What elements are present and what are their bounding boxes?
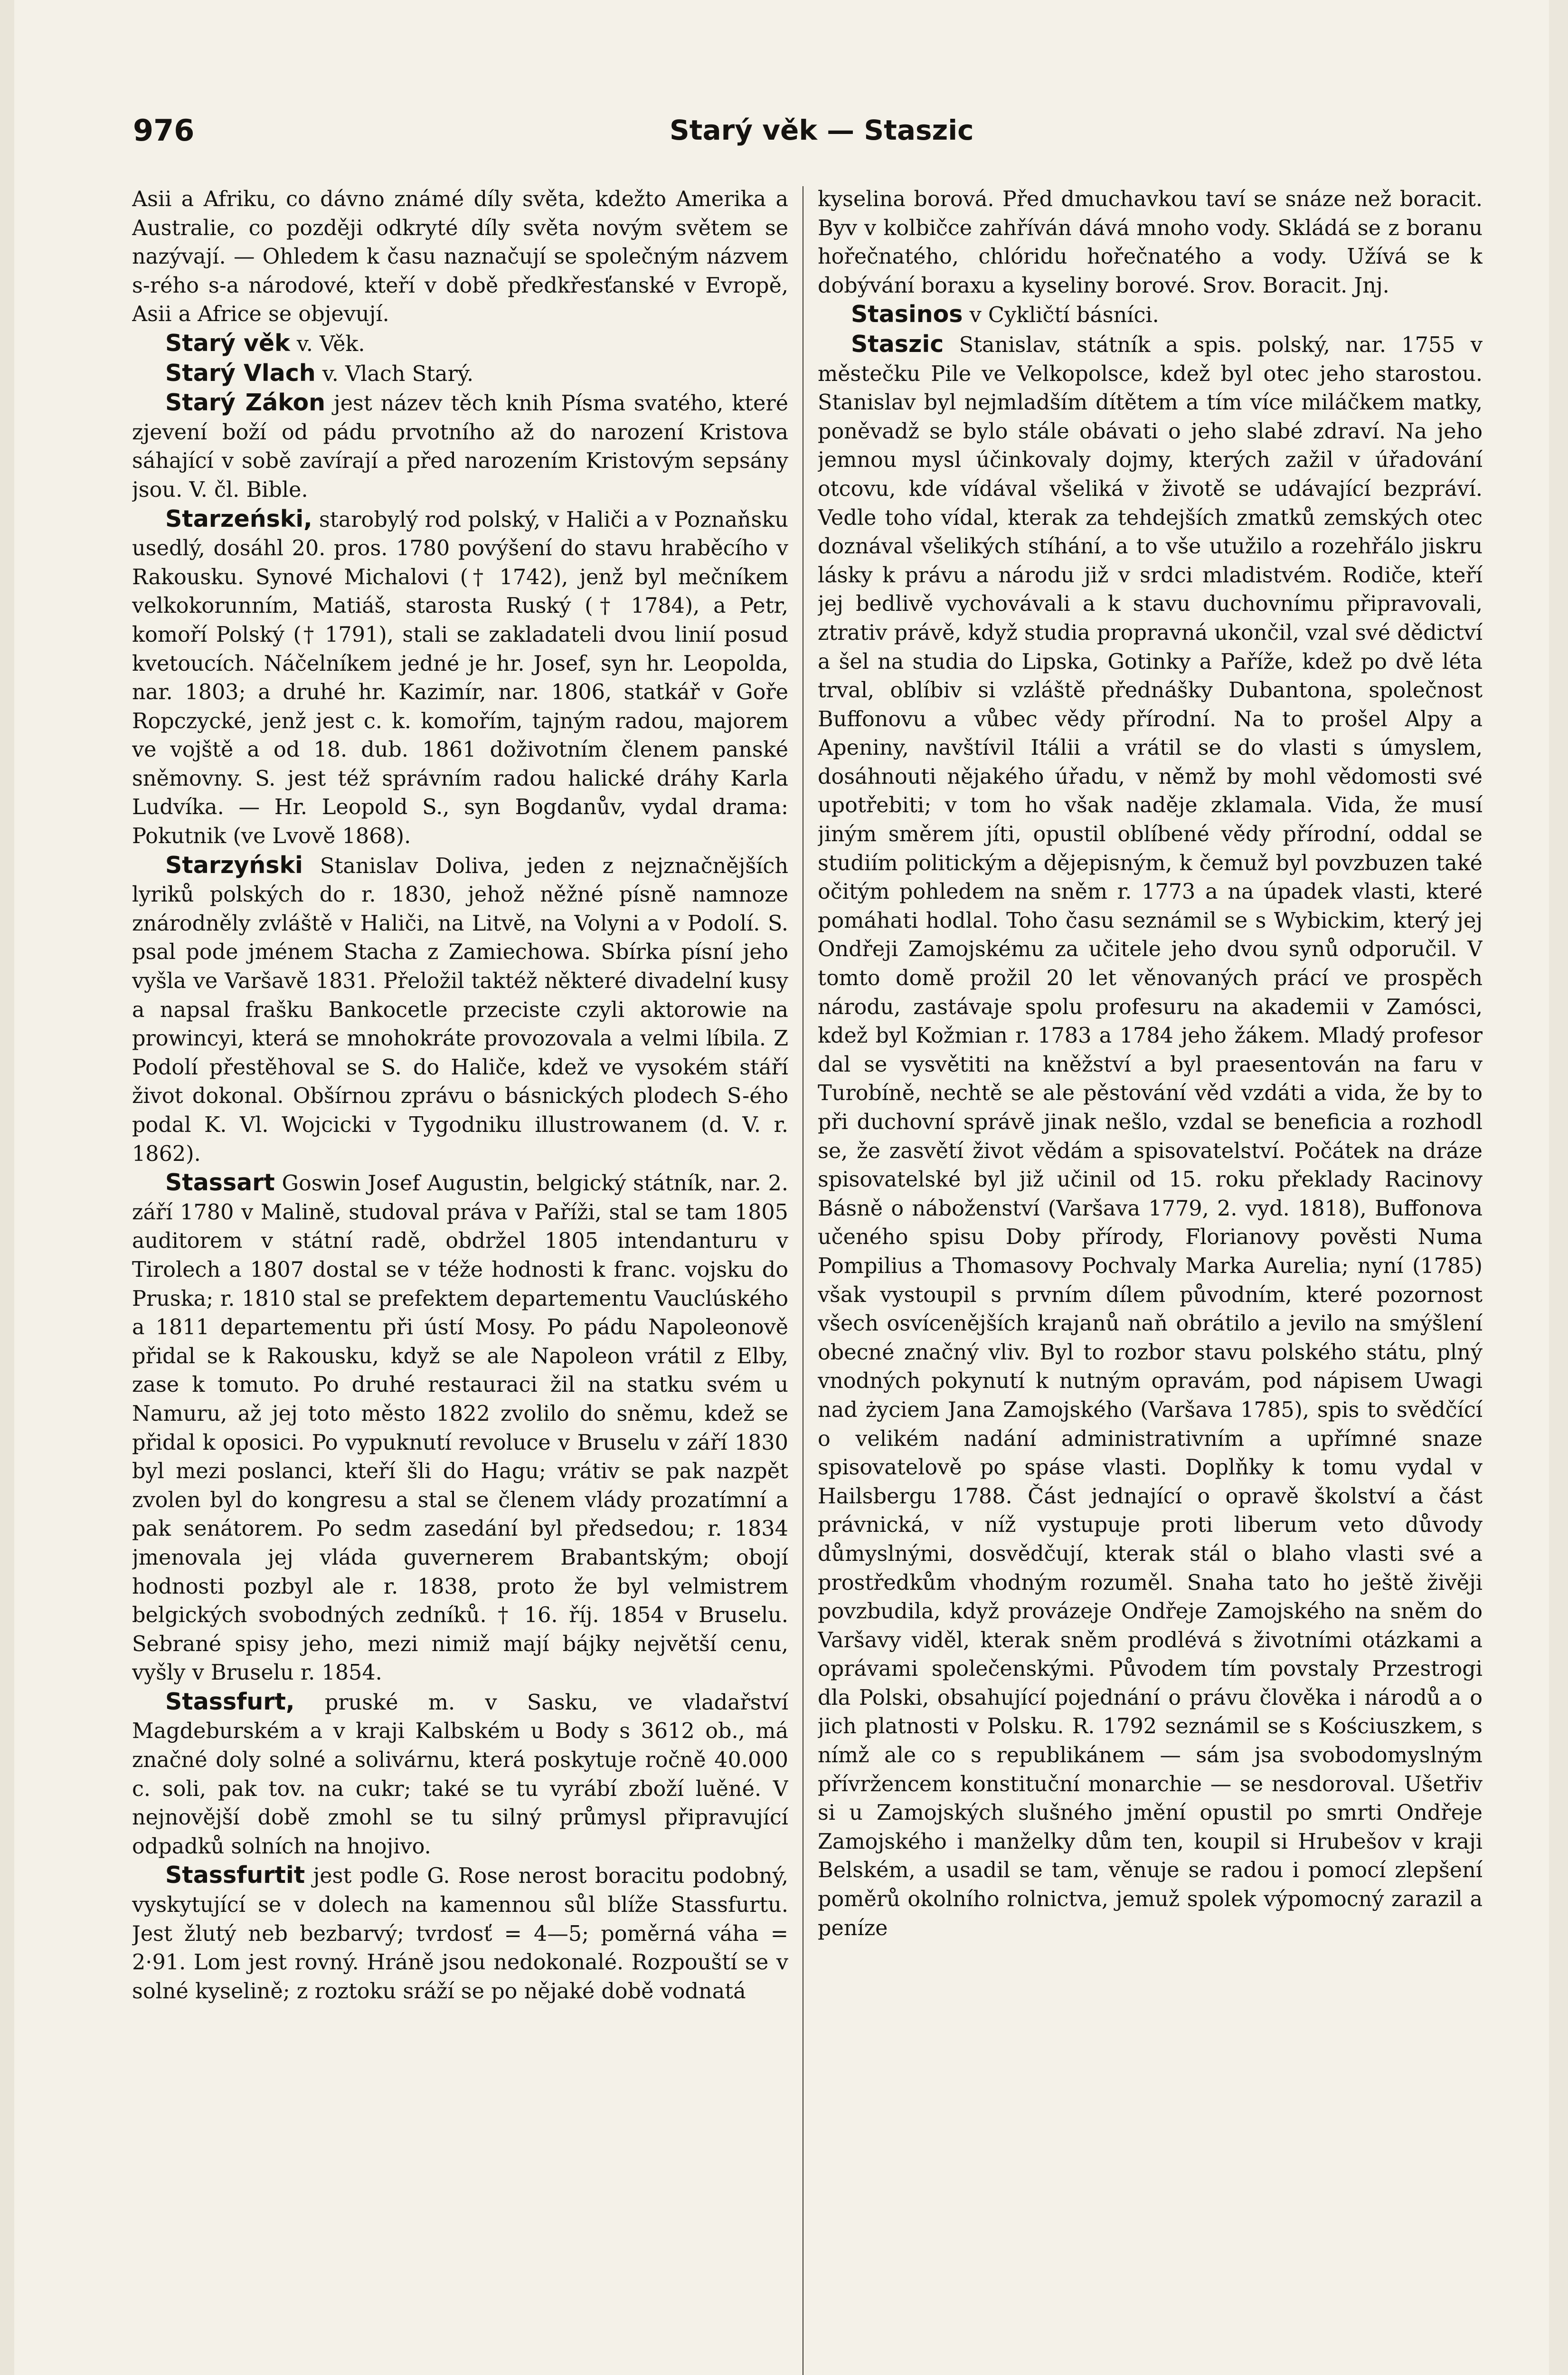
entry: Stassfurtit jest podle G. Rose nerost boracitu podobný, vyskytující se v dolech na kamennou sůl blíže Stassfurtu. Jest žlutý neb bezbarvý; tvrdosť = 4—5; poměrná váha = 2·91. Lom jest rovný. Hráně jsou nedokonalé. Rozpouští se v solné kyselině; z roztoku sráží se po nějaké době vodnatá (132, 1862, 788, 2004)
entry-headword: Starý Vlach (165, 359, 316, 387)
entry-headword: Starzeński, (165, 505, 312, 532)
entry: Starzeński, starobylý rod polský, v Haliči a v Poznaňsku usedlý, dosáhl 20. pros. 1780 povýšení do stavu hraběcího v Rakousku. Synové Michalovi († 1742), jenž byl mečníkem velkokorunním, Matiáš, starosta Ruský († 1784), a Petr, komoří Polský († 1791), stali se zakladateli dvou linií posud kvetoucích. Náčelníkem jedné je hr. Josef, syn hr. Leopolda, nar. 1803; a druhé hr. Kazimír, nar. 1806, statkář v Goře Ropczycké, jenž jest c. k. komořím, tajným radou, majorem ve vojště a od 18. dub. 1861 doživotním členem panské sněmovny. S. jest též správním radou halické dráhy Karla Ludvíka. — Hr. Leopold S., syn Bogdanův, vydal drama: Pokutnik (ve Lvově 1868). (132, 505, 788, 849)
entry: Starý věk v. Věk. (165, 329, 365, 357)
entry-headword: Stasinos (851, 301, 963, 328)
entry: Starzyński Stanislav Doliva, jeden z nejznačnějších lyriků polských do r. 1830, jehož něžné písně namnoze znárodněly zvláště v Haliči, na Litvě, na Volyni a v Podolí. S. psal pode jménem Stacha z Zamiechowa. Sbírka písní jeho vyšla ve Varšavě 1831. Přeložil taktéž některé divadelní kusy a napsal frašku Bankocetle przeciste czyli aktorowie na prowincyi, která se mnohokráte provozovala a velmi líbila. Z Podolí přestěhoval se S. do Haliče, kdež ve vysokém stáří život dokonal. Obšírnou zprávu o básnických plodech S-ého podal K. Vl. Wojcicki v Tygodniku illustrowanem (d. V. r. 1862). (132, 851, 788, 1166)
entry: Starý Zákon jest název těch knih Písma svatého, které zjevení boží od pádu prvotního až do narození Kristova sáhající v sobě zavírají a před narozením Kristovým sepsány jsou. V. čl. Bible. (132, 389, 788, 502)
entry-headword: Starý Zákon (165, 389, 326, 417)
entry: Staszic Stanislav, státník a spis. polský, nar. 1755 v městečku Pile ve Velkopolsce, kdež byl otec jeho starostou. Stanislav byl nejmladším dítětem a tím více miláčkem matky, poněvadž se bylo stále obávati o jeho slabé zdraví. Na jeho jemnou mysl účinkovaly dojmy, kterých zažil v úřadování otcovu, kde vídával všeliká v životě se udávající bezpráví. Vedle toho vídal, kterak za tehdejších zmatků zemských otec doznával všelikých stíhání, a to vše utužilo a rozehřálo jiskru lásky k právu a národu již v srdci mladistvém. Rodiče, kteří jej bedlivě vychovávali a k stavu duchovnímu připravovali, ztrativ právě, když studia propravná ukončil, vzal své dědictví a šel na studia do Lipska, Gotinky a Paříže, kdež po dvě léta trval, oblíbiv si vzláště přednášky Dubantona, společnost Buffonovu a vůbec vědy přírodní. Na to prošel Alpy a Apeniny, navštívil Itálii a vrátil se do vlasti s úmyslem, dosáhnouti nějakého úřadu, v němž by mohl vědomosti své upotřebiti; v tom ho však naděje zklamala. Vida, že musí jiným směrem jíti, opustil oblíbené vědy přírodní, oddal se studiím politickým a dějepisným, k čemuž byl povzbuzen také očitým pohledem na sněm r. 1773 a na úpadek vlasti, které pomáhati hodlal. Toho času seznámil se s Wybickim, který jej Ondřeji Zamojskému za učitele jeho dvou synů odporučil. V tomto domě prožil 20 let věnovaných prácí ve prospěch národu, zastávaje spolu profesuru na akademii v Zamósci, kdež byl Kožmian r. 1783 a 1784 jeho žákem. Mladý profesor dal se vysvětiti na kněžství a byl praesentován na faru v Turobíně, nechtě se ale pěstování věd vzdáti a vida, že by to při duchovní správě jinak nešlo, vzdal se beneficia a rozhodl se, že zasvětí život vědám a spisovatelství. Počátek na dráze spisovatelské byl již učinil od 15. roku překlady Racinovy Básně o náboženství (Varšava 1779, 2. vyd. 1818), Buffonova učeného spisu Doby přírody, Florianovy pověsti Numa Pompilius a Thomasovy Pochvaly Marka Aurelia; nyní (1785) však vystoupil s prvním dílem původním, které pozornost všech osvícenějších krajanů naň obrátilo a jevilo na smýšlení obecné značný vliv. Byl to rozbor stavu polského státu, plný vnodných pokynutí k nutným opravám, pod nápisem Uwagi nad życiem Jana Zamojského (Varšava 1785), spis to svědčící o velikém nadání administrativním a upřímné snaze spisovatelově po spáse vlasti. Doplňky k tomu vydal v Hailsbergu 1788. Část jednající o opravě školství a část právnická, v níž vystupuje proti liberum veto důvody důmyslnými, dosvědčují, kterak stál o blaho vlasti své a prostředkům vhodným rozuměl. Snaha tato ho ještě živěji povzbudila, když provázeje Ondřeje Zamojského na sněm do Varšavy viděl, kterak sněm prodlévá s životními otázkami a oprávami společenskými. Původem tím povstaly Przestrogi dla Polski, obsahující pojednání o právu člověka i národů a o jich platnosti v Polsku. R. 1792 seznámil se s Kościuszkem, s nímž ale co s republikánem — sám jsa svobodomyslným přívržencem konstituční monarchie — se nesdoroval. Ušetřiv si u Zamojských slušného jmění opustil po smrti Ondřeje Zamojského i manželky dům ten, koupil si Hrubešov v kraji Belském, a usadil se tam, věnuje se radou i pomocí zlepšení poměrů okolního rolnictva, jemuž spolek výpomocný zarazil a peníze (818, 330, 1483, 1940)
entry-continuation: kyselina borová. Před dmuchavkou taví se snáze než boracit. Byv v kolbičce zahříván dává mnoho vody. Skládá se z boranu hořečnatého, chlóridu hořečnatého a vody. Užívá se k dobývání boraxu a kyseliny borové. Srov. Boracit. Jnj. (818, 187, 1483, 298)
entry-headword: Staszic (851, 330, 944, 358)
entry: Starý Vlach v. Vlach Starý. (165, 359, 474, 387)
right-column (818, 185, 1483, 2375)
entry-headword: Starzyński (165, 851, 303, 879)
entry-headword: Stassfurt, (165, 1688, 295, 1715)
running-title: Starý věk — Staszic (670, 114, 974, 146)
entry-headword: Stassart (165, 1169, 275, 1197)
page-header (133, 113, 1444, 156)
entry-headword: Starý věk (165, 329, 290, 357)
entry: Stassfurt, pruské m. v Sasku, ve vladařství Magdeburském a v kraji Kalbském u Body s 3612 ob., má značné doly solné a solivárnu, která poskytuje ročně 40.000 c. soli, pak tov. na cukr; také se tu vyrábí zboží luěné. V nejnovější době zmohl se tu silný průmysl připravující odpadků solních na hnojivo. (132, 1688, 788, 1859)
page-number: 976 (133, 113, 195, 148)
page-edge-right (1549, 0, 1568, 2375)
left-column (132, 185, 788, 2375)
entry-headword: Stassfurtit (165, 1862, 305, 1889)
entry: Stassart Goswin Josef Augustin, belgický státník, nar. 2. září 1780 v Malině, studoval práva v Paříži, stal se tam 1805 auditorem v státní radě, obdržel 1805 intendanturu v Tirolech a 1807 dostal se v téže hodnosti k franc. vojsku do Pruska; r. 1810 stal se prefektem departementu Vauclúského a 1811 departementu při ústí Mosy. Po pádu Napoleonově přidal se k Rakousku, když se ale Napoleon vrátil z Elby, zase k tomuto. Po druhé restauraci žil na statku svém u Namuru, až jej toto město 1822 zvolilo do sněmu, kdež se přidal k oposici. Po vypuknutí revoluce v Bruselu v září 1830 byl mezi poslanci, kteří šli do Hagu; vrátiv se pak nazpět zvolen byl do kongresu a stal se členem vlády prozatímní a pak senátorem. Po sedm zasedání byl předsedou; r. 1834 jmenovala jej vláda guvernerem Brabantským; obojí hodnosti pozbyl ale r. 1838, proto že byl velmistrem belgických svobodných zedníků. † 16. říj. 1854 v Bruselu. Sebrané spisy jeho, mezi nimiž mají bájky největší cenu, vyšly v Bruselu r. 1854. (132, 1169, 788, 1685)
entry-continuation: Asii a Afriku, co dávno známé díly světa, kdežto Amerika a Australie, co později odkryté díly světa novým světem se nazývají. — Ohledem k času naznačují se společným názvem s-rého s-a národové, kteří v době předkřesťanské v Evropě, Asii a Africe se objevují. (132, 187, 788, 327)
entry: Stasinos v Cykličtí básníci. (851, 301, 1159, 328)
page-edge-left (0, 0, 14, 2375)
